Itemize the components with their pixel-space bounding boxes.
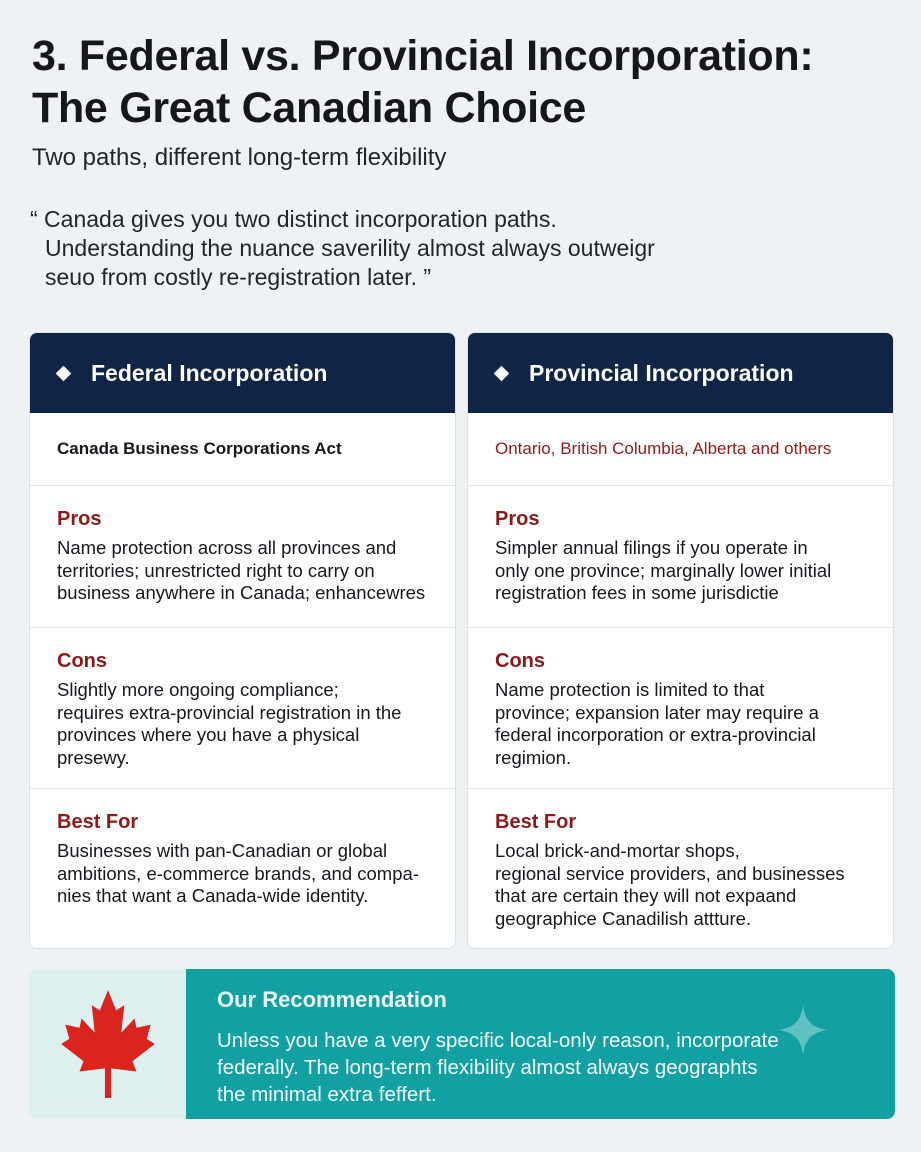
provincial-pros-line: Simpler annual filings if you operate in (495, 537, 808, 558)
federal-cons-line: provinces where you have a physical (57, 724, 360, 745)
provincial-pros-line: only one province; marginally lower initial (495, 559, 832, 581)
quote-line-1: “ Canada gives you two distinct incorporation paths. (30, 206, 557, 232)
federal-cons-line: presewy. (57, 746, 130, 768)
federal-pros-text (57, 537, 439, 605)
federal-best-line: Businesses with pan-Canadian or global (57, 840, 388, 861)
recommendation-content (186, 969, 895, 1119)
maple-leaf-icon (56, 988, 160, 1100)
federal-pros-line: business anywhere in Canada; enhancewres (57, 582, 426, 603)
page-title (32, 30, 902, 134)
provincial-pros-label: Pros (495, 508, 540, 530)
federal-cons-line: Slightly more ongoing compliance; (57, 679, 339, 700)
quote-line-2: Understanding the nuance saverility almost always outweigr (45, 235, 655, 261)
federal-card-header (30, 333, 455, 413)
federal-heading: Federal Incorporation (91, 359, 328, 386)
provincial-heading: Provincial Incorporation (529, 359, 794, 386)
provincial-cons-line: Name protection is limited to that (495, 679, 765, 700)
provincial-card (467, 332, 894, 949)
title-line-2: The Great Canadian Choice (32, 84, 587, 132)
provincial-pros-text (495, 537, 877, 605)
provincial-cons-line: province; expansion later may require a (495, 701, 819, 723)
federal-card (29, 332, 456, 949)
recommendation-title: Our Recommendation (217, 987, 447, 1012)
federal-best-line: ambitions, e-commerce brands, and compa- (57, 862, 419, 884)
diamond-bullet-icon (56, 365, 72, 381)
sparkle-icon (778, 1005, 828, 1055)
provincial-cons-line: regimion. (495, 746, 572, 768)
federal-pros-line: Name protection across all provinces and (57, 537, 397, 558)
federal-best-line: nies that want a Canada-wide identity. (57, 885, 369, 906)
recommendation-banner (29, 969, 895, 1119)
provincial-cons-line: federal incorporation or extra-provincial (495, 724, 816, 745)
provincial-best-label: Best For (495, 811, 577, 833)
recommendation-text (217, 1027, 865, 1108)
diamond-bullet-icon (494, 365, 510, 381)
intro-quote (30, 205, 890, 292)
provincial-act: Ontario, British Columbia, Alberta and others (495, 439, 832, 458)
federal-cons-label: Cons (57, 650, 107, 672)
provincial-card-header (468, 333, 893, 413)
provincial-best-line: geographice Canadilish attture. (495, 907, 752, 929)
provincial-best-text (495, 840, 877, 930)
quote-line-3: seuo from costly re-registration later. ” (45, 264, 432, 290)
federal-best-label: Best For (57, 811, 139, 833)
provincial-act-row (468, 413, 893, 486)
provincial-cons-row (468, 628, 893, 789)
provincial-best-line: regional service providers, and businesses (495, 862, 845, 884)
recommendation-line: federally. The long-term flexibility almost always geographts (217, 1056, 758, 1079)
federal-best-text (57, 840, 439, 908)
federal-act-row (30, 413, 455, 486)
federal-act: Canada Business Corporations Act (57, 439, 342, 458)
title-line-1: 3. Federal vs. Provincial Incorporation: (32, 32, 814, 80)
federal-cons-line: requires extra-provincial registration in the (57, 701, 402, 723)
federal-best-row (30, 789, 455, 908)
federal-pros-line: territories; unrestricted right to carry on (57, 559, 375, 581)
federal-pros-row (30, 486, 455, 628)
recommendation-line: the minimal extra feffert. (217, 1083, 437, 1106)
provincial-cons-label: Cons (495, 650, 545, 672)
provincial-best-row (468, 789, 893, 930)
federal-pros-label: Pros (57, 508, 102, 530)
provincial-cons-text (495, 679, 877, 769)
provincial-pros-line: registration fees in some jurisdictie (495, 582, 779, 603)
page-subtitle: Two paths, different long-term flexibility (32, 144, 447, 171)
recommendation-line: Unless you have a very specific local-only reason, incorporate (217, 1029, 779, 1052)
federal-cons-row (30, 628, 455, 789)
recommendation-icon-panel (29, 969, 186, 1119)
federal-cons-text (57, 679, 439, 769)
provincial-best-line: Local brick-and-mortar shops, (495, 840, 740, 861)
provincial-best-line: that are certain they will not expaand (495, 885, 797, 906)
provincial-pros-row (468, 486, 893, 628)
